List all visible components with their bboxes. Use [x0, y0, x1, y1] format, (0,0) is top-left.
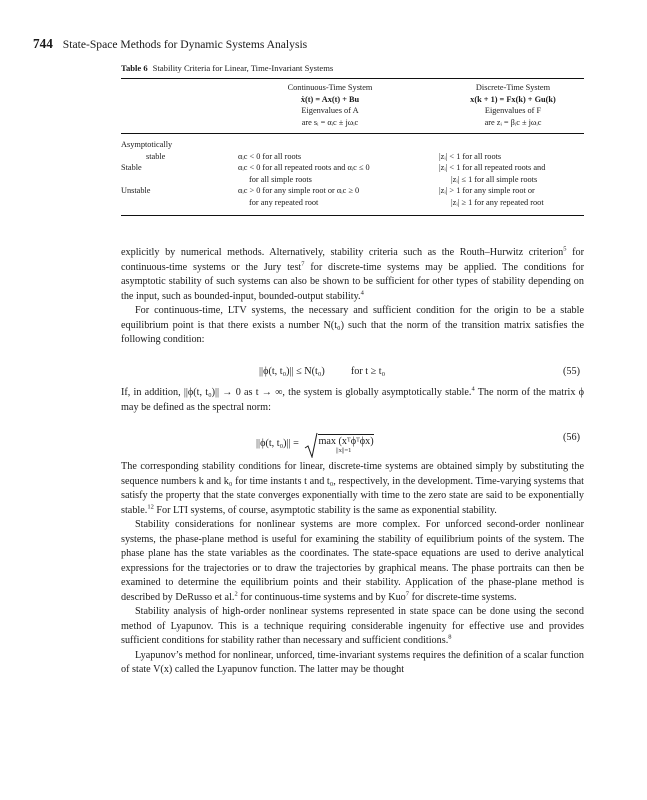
- paragraph-5: Stability considerations for nonlinear systems are more complex. For unforced second-order nonlinear systems, the phase-plane method is useful for examining the stability of equilibrium points of the system. The phase plane has the state variables as the coordinates. The state-space equations are used to derive analytical expressions for the trajectories or to draw the trajectories by graphical means. The phase portraits can then be examined to determine the equilibrium points and their stability. Application of the phase-plane method is described by DeRusso et al.$^2$ for continuous-time systems and by Kuo$^7$ for discrete-time systems.: [121, 519, 584, 603]
- equation-56: [256, 432, 374, 458]
- eq56-lhs: ||ϕ(t, t₀)|| =: [256, 438, 299, 449]
- eq56-rhs: max (xᵀϕᵀϕx): [318, 436, 374, 447]
- discrete-header-eigen: Eigenvalues of F: [484, 106, 542, 116]
- equation-56-number: (56): [563, 432, 580, 443]
- body-text-middle: [121, 386, 584, 415]
- discrete-header-roots: are zᵢ = βᵢc ± jωᵢc: [484, 117, 542, 127]
- eq56-subscript: ||x||=1: [336, 447, 352, 454]
- discrete-column-header: [438, 82, 588, 128]
- table-caption: [121, 63, 333, 73]
- eq56-radicand: [318, 434, 373, 447]
- table-header-rule: [121, 133, 584, 134]
- running-title: State-Space Methods for Dynamic Systems Analysis: [62, 38, 308, 51]
- paragraph-6: Stability analysis of high-order nonlinear systems represented in state space can be done using the second method of Lyapunov. This is a technique requiring considerable ingenuity for effective use and provides sufficient conditions for stability rather than necessary and sufficient conditions.$^8$: [121, 606, 584, 646]
- body-text-bottom: [121, 460, 584, 678]
- paragraph-2: For continuous-time, LTV systems, the necessary and sufficient condition for the origin to be a stable equilibrium point is that there exists a number N(t₀) such that the norm of the transition matrix satisfies the following condition:: [121, 305, 584, 345]
- sqrt-sign-icon: [304, 432, 318, 458]
- continuous-header-equation: ẋ(t) = Ax(t) + Bu: [300, 94, 360, 104]
- paragraph-3: If, in addition, ||ϕ(t, t₀)|| → 0 as t → ∞, the system is globally asymptotically stable.$^4$ The norm of the matrix ϕ may be defined as the spectral norm:: [121, 385, 584, 413]
- table-row-labels: [121, 139, 172, 197]
- paragraph-7: Lyapunov’s method for nonlinear, unforced, time-invariant systems requires the definition of a scalar function of state V(x) called the Lyapunov function. The latter may be thought: [121, 649, 584, 675]
- equation-55: [259, 366, 385, 377]
- cell-continuous-unstable-1: αᵢc > 0 for any simple root or αᵢc ≥ 0: [238, 186, 360, 196]
- paragraph-4: The corresponding stability conditions for linear, discrete-time systems are obtained simply by substituting the sequence numbers k and k₀ for time instants t and t₀, respectively, in the development. Time-varying systems that satisfy the property that the state converges exponentially with time to the zero state are said to be exponentially stable.$^{12}$ For LTI systems, of course, asymptotic stability is the same as exponential stability.: [121, 461, 584, 516]
- continuous-column-header: [250, 82, 410, 128]
- cell-discrete-unstable-2: |zᵢ| ≥ 1 for any repeated root: [451, 197, 544, 207]
- eq55-lhs: ||ϕ(t, t₀)|| ≤ N(t₀): [259, 366, 325, 377]
- discrete-header-equation: x(k + 1) = Fx(k) + Gu(k): [470, 94, 556, 104]
- row-label-unstable: Unstable: [121, 186, 151, 196]
- cell-discrete-stable-2: |zᵢ| ≤ 1 for all simple roots: [451, 174, 538, 184]
- equation-55-number: (55): [563, 366, 580, 377]
- continuous-header-title: Continuous-Time System: [287, 83, 373, 92]
- cell-continuous-asymptotic: αᵢc < 0 for all roots: [238, 151, 302, 161]
- cell-discrete-unstable-1: |zᵢ| > 1 for any simple root or: [439, 186, 535, 196]
- eq55-condition: for t ≥ t₀: [350, 366, 386, 377]
- table-bottom-rule: [121, 215, 584, 216]
- table-label: Table 6: [121, 63, 148, 73]
- row-label-asymptotic-2: stable: [146, 151, 166, 161]
- discrete-column-cells: [439, 139, 545, 209]
- table-top-rule: [121, 78, 584, 79]
- continuous-column-cells: [238, 139, 370, 209]
- page-number: 744: [33, 36, 53, 51]
- body-text-top: [121, 246, 584, 348]
- continuous-header-eigen: Eigenvalues of A: [301, 106, 359, 116]
- paragraph-1: explicitly by numerical methods. Alternatively, stability criteria such as the Routh–Hurwitz criterion$^5$ for continuous-time systems or the Jury test$^7$ for discrete-time systems may be applied. The conditions for asymptotic stability of such systems can also be shown to be sufficient for other types of stability depending on the input, such as bounded-input, bounded-output stability.$^4$: [121, 245, 584, 302]
- continuous-header-roots: are sᵢ = αᵢc ± jωᵢc: [301, 117, 359, 127]
- row-label-stable: Stable: [121, 163, 142, 173]
- table-title: Stability Criteria for Linear, Time-Invariant Systems: [152, 63, 334, 73]
- running-head: [33, 36, 307, 52]
- cell-discrete-asymptotic: |zᵢ| < 1 for all roots: [439, 151, 502, 161]
- cell-discrete-stable-1: |zᵢ| < 1 for all repeated roots and: [439, 163, 546, 173]
- cell-continuous-stable-1: αᵢc < 0 for all repeated roots and αᵢc ≤ 0: [238, 163, 370, 173]
- discrete-header-title: Discrete-Time System: [475, 83, 551, 92]
- cell-continuous-stable-2: for all simple roots: [249, 174, 312, 184]
- cell-continuous-unstable-2: for any repeated root: [249, 197, 319, 207]
- row-label-asymptotic: Asymptotically: [121, 140, 173, 149]
